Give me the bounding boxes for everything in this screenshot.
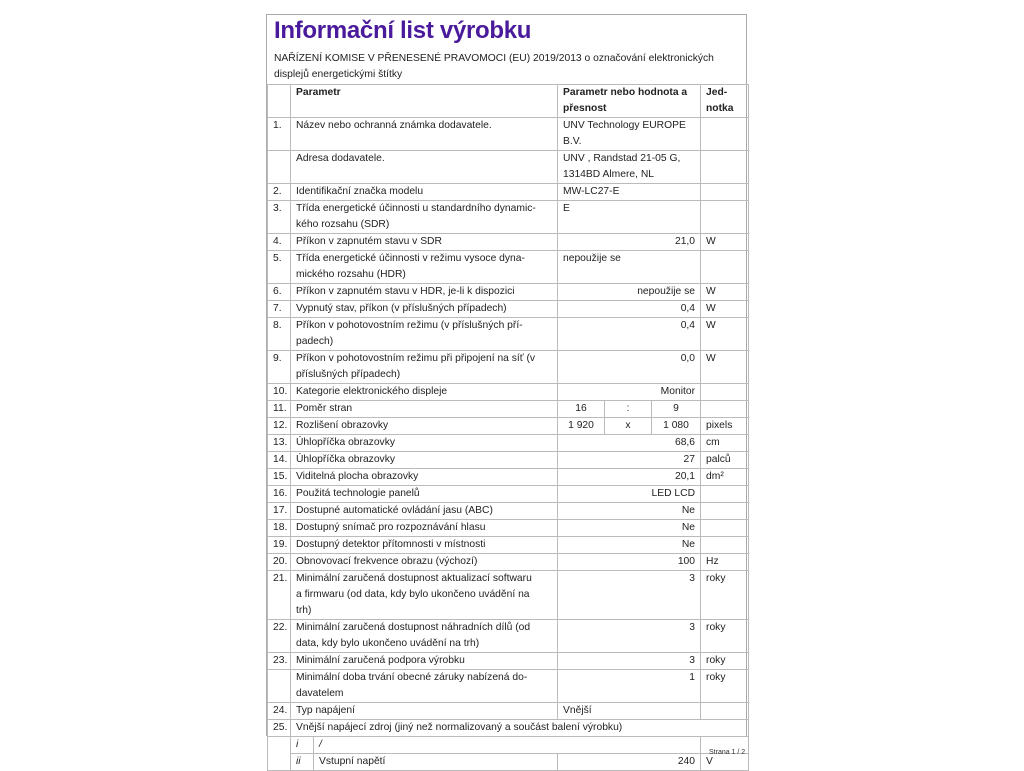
table-row (268, 503, 749, 520)
row-number: 20. (268, 554, 291, 571)
header-unit: Jed- notka (701, 85, 749, 118)
table-row (268, 351, 749, 384)
row-value: 240 (558, 754, 701, 771)
row-value: Ne (558, 537, 701, 554)
row-number: 1. (268, 118, 291, 151)
row-unit (701, 537, 749, 554)
table-header (268, 85, 749, 118)
row-parameter: Příkon v pohotovostním režimu (v příslušných pří- padech) (291, 318, 558, 351)
row-parameter: Kategorie elektronického displeje (291, 384, 558, 401)
table-subrow-ii (268, 754, 749, 771)
page-number: Strana 1 / 2 (709, 749, 746, 756)
row-unit: roky (701, 571, 749, 620)
row-number: 5. (268, 251, 291, 284)
row-number: 14. (268, 452, 291, 469)
row-number (268, 670, 291, 703)
row-value: Monitor (558, 384, 701, 401)
row-unit (701, 384, 749, 401)
row-number: 3. (268, 201, 291, 234)
row-unit (701, 251, 749, 284)
subrow-number: i (291, 737, 314, 754)
row-value: 3 (558, 653, 701, 670)
header-param: Parametr (291, 85, 558, 118)
row-unit (701, 118, 749, 151)
table-row (268, 435, 749, 452)
row-parameter: Název nebo ochranná známka dodavatele. (291, 118, 558, 151)
value-a: 16 (558, 401, 605, 418)
row-unit (701, 151, 749, 184)
row-parameter: Úhlopříčka obrazovky (291, 435, 558, 452)
regulation-subtitle: NAŘÍZENÍ KOMISE V PŘENESENÉ PRAVOMOCI (EU) 2019/2013 o označování elektronických displejů energetickými štítky (274, 53, 714, 80)
row-unit (701, 703, 749, 720)
row-parameter: Poměr stran (291, 401, 558, 418)
row-number: 11. (268, 401, 291, 418)
row-unit: roky (701, 670, 749, 703)
subrow-parameter: / (314, 737, 701, 754)
row-number: 7. (268, 301, 291, 318)
row-parameter: Třída energetické účinnosti u standardního dynamic- kého rozsahu (SDR) (291, 201, 558, 234)
row-parameter: Typ napájení (291, 703, 558, 720)
row-value: 0,4 (558, 318, 701, 351)
row-number: 12. (268, 418, 291, 435)
row-number: 8. (268, 318, 291, 351)
table-row (268, 452, 749, 469)
value-b: 9 (652, 401, 701, 418)
row-value: 0,0 (558, 351, 701, 384)
row-parameter: Úhlopříčka obrazovky (291, 452, 558, 469)
table-row (268, 301, 749, 318)
row-number: 13. (268, 435, 291, 452)
row-value: UNV , Randstad 21-05 G, 1314BD Almere, NL (558, 151, 701, 184)
row-unit: roky (701, 653, 749, 670)
row-unit: roky (701, 620, 749, 653)
row-value: 68,6 (558, 435, 701, 452)
row-number: 21. (268, 571, 291, 620)
row-number: 24. (268, 703, 291, 720)
table-row (268, 520, 749, 537)
row-number: 15. (268, 469, 291, 486)
row-parameter: Příkon v zapnutém stavu v SDR (291, 234, 558, 251)
row-number: 2. (268, 184, 291, 201)
table-row (268, 184, 749, 201)
row-unit (701, 201, 749, 234)
row-parameter: Rozlišení obrazovky (291, 418, 558, 435)
row-unit: pixels (701, 418, 749, 435)
row-unit: W (701, 318, 749, 351)
row-unit: V (701, 754, 749, 771)
row-parameter: Minimální zaručená dostupnost aktualizací softwaru a firmwaru (od data, kdy bylo ukončeno uvádění na trh) (291, 571, 558, 620)
row-parameter: Obnovovací frekvence obrazu (výchozí) (291, 554, 558, 571)
row-parameter: Třída energetické účinnosti v režimu vysoce dyna- mického rozsahu (HDR) (291, 251, 558, 284)
row-parameter: Minimální zaručená podpora výrobku (291, 653, 558, 670)
row-unit (701, 184, 749, 201)
row-value: UNV Technology EUROPE B.V. (558, 118, 701, 151)
table-row (268, 554, 749, 571)
row-number: 18. (268, 520, 291, 537)
row-number: 23. (268, 653, 291, 670)
row-unit: W (701, 234, 749, 251)
row-value: 3 (558, 620, 701, 653)
subrow-number: ii (291, 754, 314, 771)
row-value: Ne (558, 503, 701, 520)
row-unit: W (701, 351, 749, 384)
row-value: 100 (558, 554, 701, 571)
table-row (268, 201, 749, 234)
row-value: LED LCD (558, 486, 701, 503)
row-value: 0,4 (558, 301, 701, 318)
subrow-parameter: Vstupní napětí (314, 754, 558, 771)
row-unit: W (701, 284, 749, 301)
row-value: 20,1 (558, 469, 701, 486)
header-value: Parametr nebo hodnota a přesnost (558, 85, 701, 118)
row-value: nepoužije se (558, 251, 701, 284)
table-row (268, 318, 749, 351)
row-number: 25. (268, 720, 291, 737)
value-b: 1 080 (652, 418, 701, 435)
page-title: Informační list výrobku (274, 17, 532, 44)
row-unit: W (701, 301, 749, 318)
row-unit: palců (701, 452, 749, 469)
row-parameter: Příkon v pohotovostním režimu při připojení na síť (v příslušných případech) (291, 351, 558, 384)
row-parameter: Vnější napájecí zdroj (jiný než normalizovaný a součást balení výrobku) (291, 720, 749, 737)
row-parameter: Dostupný snímač pro rozpoznávání hlasu (291, 520, 558, 537)
row-value: 1 (558, 670, 701, 703)
table-row (268, 703, 749, 720)
row-parameter: Adresa dodavatele. (291, 151, 558, 184)
row-parameter: Příkon v zapnutém stavu v HDR, je-li k dispozici (291, 284, 558, 301)
row-unit (701, 401, 749, 418)
value-separator: x (605, 418, 652, 435)
table-row (268, 571, 749, 620)
row-unit (701, 520, 749, 537)
row-value: Ne (558, 520, 701, 537)
value-separator: : (605, 401, 652, 418)
row-number: 17. (268, 503, 291, 520)
row-parameter: Vypnutý stav, příkon (v příslušných případech) (291, 301, 558, 318)
row-number: 6. (268, 284, 291, 301)
row-value: Vnější (558, 703, 701, 720)
row-number: 22. (268, 620, 291, 653)
row-value: 21,0 (558, 234, 701, 251)
row-number: 9. (268, 351, 291, 384)
row-value: 3 (558, 571, 701, 620)
table-row (268, 486, 749, 503)
table-row (268, 384, 749, 401)
row-unit: Hz (701, 554, 749, 571)
row-number (268, 151, 291, 184)
row-value: nepoužije se (558, 284, 701, 301)
value-a: 1 920 (558, 418, 605, 435)
table-row-power-supply (268, 720, 749, 737)
row-number: 16. (268, 486, 291, 503)
row-parameter: Viditelná plocha obrazovky (291, 469, 558, 486)
table-row-aspect (268, 401, 749, 418)
table-row (268, 670, 749, 703)
row-parameter: Dostupné automatické ovládání jasu (ABC) (291, 503, 558, 520)
row-unit: dm² (701, 469, 749, 486)
row-value: 27 (558, 452, 701, 469)
row-parameter: Identifikační značka modelu (291, 184, 558, 201)
row-unit (701, 486, 749, 503)
row-parameter: Minimální zaručená dostupnost náhradních dílů (od data, kdy bylo ukončeno uvádění na trh) (291, 620, 558, 653)
row-unit: cm (701, 435, 749, 452)
table-row (268, 537, 749, 554)
table-subrow-i (268, 737, 749, 754)
row-value: E (558, 201, 701, 234)
row-parameter: Použitá technologie panelů (291, 486, 558, 503)
table-row (268, 620, 749, 653)
row-value: MW-LC27-E (558, 184, 701, 201)
row-number: 4. (268, 234, 291, 251)
table-row (268, 284, 749, 301)
table-row (268, 653, 749, 670)
row-number: 19. (268, 537, 291, 554)
table-row (268, 151, 749, 184)
row-parameter: Minimální doba trvání obecné záruky nabízená do- davatelem (291, 670, 558, 703)
table-row (268, 234, 749, 251)
table-row (268, 118, 749, 151)
table-row-resolution (268, 418, 749, 435)
table-row (268, 469, 749, 486)
table-row (268, 251, 749, 284)
row-parameter: Dostupný detektor přítomnosti v místnosti (291, 537, 558, 554)
parameter-table (267, 84, 749, 771)
row-unit (701, 503, 749, 520)
row-number: 10. (268, 384, 291, 401)
